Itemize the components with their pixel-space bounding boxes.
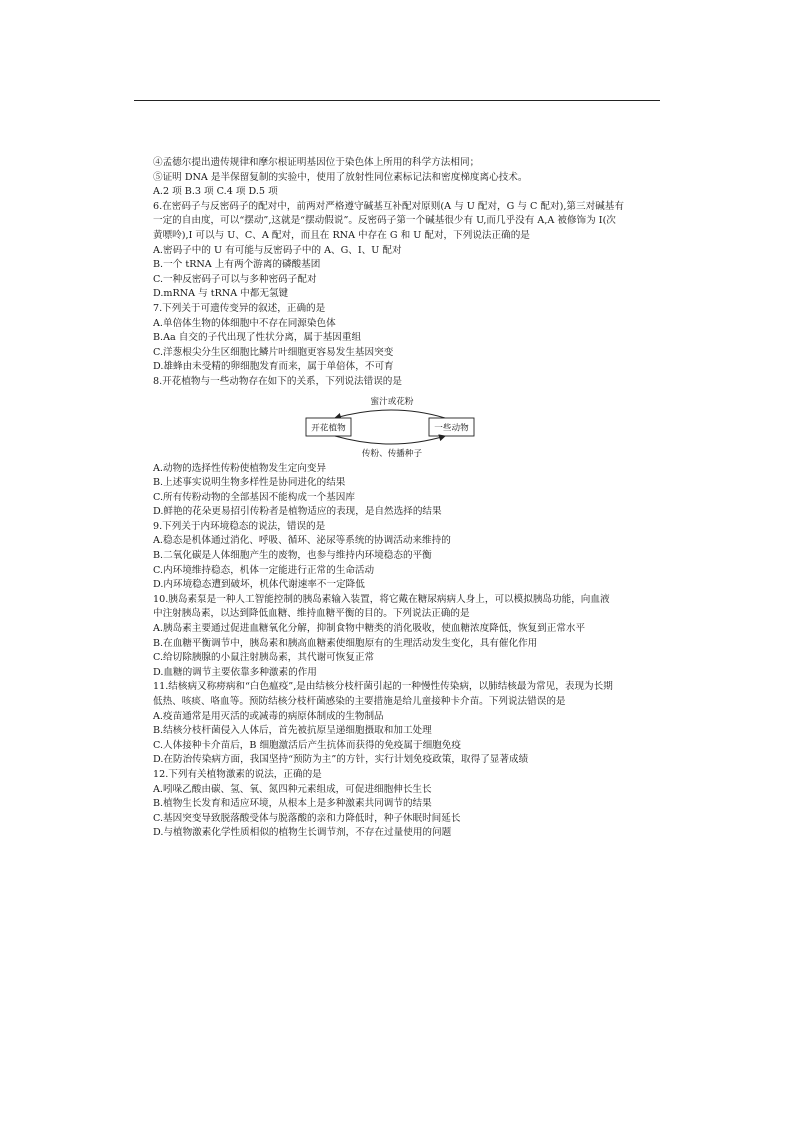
question-8 [153, 375, 675, 520]
diagram-svg [305, 394, 475, 460]
option-d: D.与植物激素化学性质相似的植物生长调节剂，不存在过量使用的问题 [153, 827, 452, 839]
question-stem: 10.胰岛素泵是一种人工智能控制的胰岛素输入装置，将它戴在糖尿病病人身上，可以模拟胰岛功能，向血液 [153, 593, 610, 605]
question-stem: 一定的自由度，可以“摆动”,这就是“摆动假说”。反密码子第一个碱基很少有 U,而几乎没有 A,A 被修饰为 I(次 [153, 215, 616, 227]
option-c: C.给切除胰腺的小鼠注射胰岛素，其代谢可恢复正常 [153, 652, 375, 664]
option-d: D.mRNA 与 tRNA 中都无氢键 [153, 288, 289, 300]
option-a: A.动物的选择性传粉使植物发生定向变异 [153, 462, 327, 474]
animals-label: 一些动物 [434, 423, 469, 433]
question-stem: 12.下列有关植物激素的说法，正确的是 [153, 768, 322, 780]
relationship-diagram [153, 394, 675, 460]
question-stem: 8.开花植物与一些动物存在如下的关系，下列说法错误的是 [153, 375, 402, 387]
statement-4: ④孟德尔提出遗传规律和摩尔根证明基因位于染色体上所用的科学方法相同； [153, 157, 480, 168]
option-c: C.人体接种卡介苗后，B 细胞激活后产生抗体而获得的免疫属于细胞免疫 [153, 739, 461, 751]
bottom-arrow-label: 传粉、传播种子 [361, 448, 423, 459]
question-stem: 中注射胰岛素，以达到降低血糖、维持血糖平衡的目的。下列说法正确的是 [153, 608, 470, 620]
continued-items [153, 156, 675, 200]
question-stem: 6.在密码子与反密码子的配对中，前两对严格遵守碱基互补配对原则(A 与 U 配对，G 与 C 配对),第三对碱基有 [153, 200, 624, 212]
question-9 [153, 520, 675, 593]
option-a: A.稳态是机体通过消化、呼吸、循环、泌尿等系统的协调活动来维持的 [153, 535, 451, 547]
option-b: B.上述事实说明生物多样性是协同进化的结果 [153, 477, 346, 489]
option-b: B.结核分枝杆菌侵入人体后，首先被抗原呈递细胞摄取和加工处理 [153, 725, 432, 737]
statement-5: ⑤证明 DNA 是半保留复制的实验中，使用了放射性同位素标记法和密度梯度离心技术。 [153, 171, 528, 183]
option-a: A.吲哚乙酸由碳、氢、氧、氮四种元素组成，可促进细胞伸长生长 [153, 783, 432, 795]
option-b: B.二氧化碳是人体细胞产生的废物，也参与维持内环境稳态的平衡 [153, 550, 432, 562]
option-b: B.在血糖平衡调节中，胰岛素和胰高血糖素使细胞原有的生理活动发生变化，具有催化作用 [153, 637, 538, 649]
option-a: A.疫苗通常是用灭活的或减毒的病原体制成的生物制品 [153, 710, 384, 722]
question-7 [153, 302, 675, 375]
option-d: D.鲜艳的花朵更易招引传粉者是植物适应的表现，是自然选择的结果 [153, 506, 442, 518]
top-arrow-label: 蜜汁或花粉 [370, 396, 414, 407]
option-b: B.一个 tRNA 上有两个游离的磷酸基团 [153, 259, 321, 271]
option-c: C.内环境维持稳态，机体一定能进行正常的生命活动 [153, 564, 375, 576]
option-c: C.所有传粉动物的全部基因不能构成一个基因库 [153, 491, 355, 503]
option-d: D.雄蜂由未受精的卵细胞发育而来，属于单倍体，不可育 [153, 361, 394, 373]
option-d: D.内环境稳态遭到破坏，机体代谢速率不一定降低 [153, 579, 365, 591]
arrow-plant-to-animal [335, 436, 445, 444]
question-11 [153, 680, 675, 768]
option-d: D.血糖的调节主要依靠多种激素的作用 [153, 666, 317, 678]
option-a: A.胰岛素主要通过促进血糖氧化分解，抑制食物中糖类的消化吸收，使血糖浓度降低，恢复到正常水平 [153, 623, 586, 635]
arrow-animal-to-plant [335, 410, 445, 418]
question-6 [153, 200, 675, 302]
option-b: B.植物生长发育和适应环境，从根本上是多种激素共同调节的结果 [153, 798, 432, 810]
question-stem: 7.下列关于可遗传变异的叙述，正确的是 [153, 302, 326, 314]
question-stem: 11.结核病又称痨病和“白色瘟疫”,是由结核分枝杆菌引起的一种慢性传染病，以肺结核最为常见，表现为长期 [153, 681, 613, 693]
question-stem: 黄嘌呤),I 可以与 U、C、A 配对，而且在 RNA 中存在 G 和 U 配对，下列说法正确的是 [153, 229, 530, 241]
option-b: B.Aa 自交的子代出现了性状分离，属于基因重组 [153, 332, 362, 344]
question-12 [153, 768, 675, 841]
option-c: C.一种反密码子可以与多种密码子配对 [153, 273, 317, 285]
question-stem: 9.下列关于内环境稳态的说法，错误的是 [153, 520, 326, 532]
option-d: D.在防治传染病方面，我国坚持“预防为主”的方针，实行计划免疫政策，取得了显著成绩 [153, 754, 529, 766]
answer-choices: A.2 项 B.3 项 C.4 项 D.5 项 [153, 186, 278, 198]
flowering-plant-label: 开花植物 [311, 423, 346, 433]
question-stem: 低热、咳痰、咯血等。预防结核分枝杆菌感染的主要措施是给儿童接种卡介苗。下列说法错误的是 [153, 696, 566, 707]
option-a: A.密码子中的 U 有可能与反密码子中的 A、G、I、U 配对 [153, 244, 402, 256]
option-c: C.基因突变导致脱落酸受体与脱落酸的亲和力降低时，种子休眠时间延长 [153, 812, 461, 824]
question-10 [153, 593, 675, 681]
header-rule [134, 100, 660, 101]
option-c: C.洋葱根尖分生区细胞比鳞片叶细胞更容易发生基因突变 [153, 346, 394, 358]
exam-page-body [153, 156, 675, 841]
option-a: A.单倍体生物的体细胞中不存在同源染色体 [153, 317, 336, 329]
